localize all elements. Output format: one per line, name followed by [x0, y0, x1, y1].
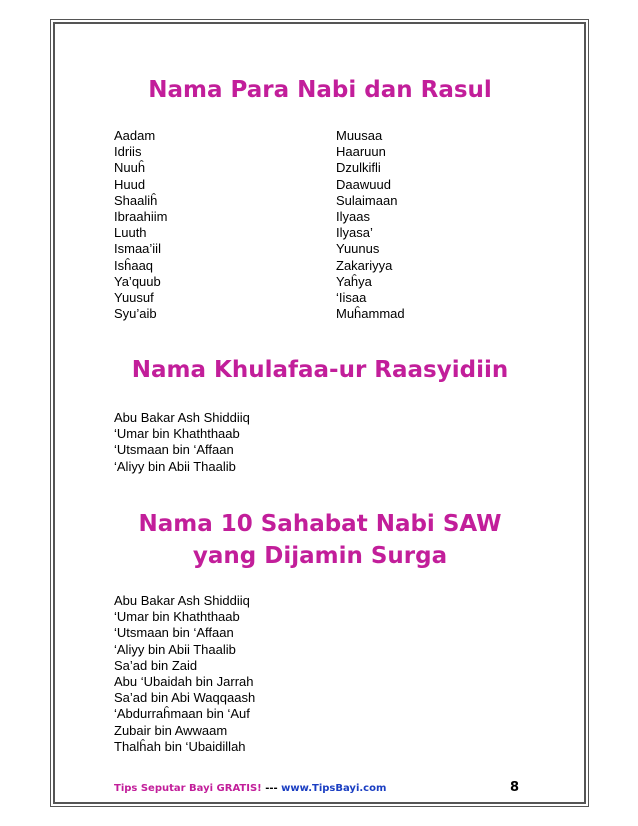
- heading-sahabat-line1: Nama 10 Sahabat Nabi SAW: [138, 511, 502, 537]
- nabi-name: Yuunus: [336, 241, 380, 257]
- khalifah-name: ‘Utsmaan bin ‘Affaan: [114, 442, 234, 458]
- footer-brand: Tips Seputar Bayi GRATIS!: [114, 783, 262, 794]
- nabi-name: Daawuud: [336, 176, 391, 192]
- nabi-name: Syu’aib: [114, 306, 157, 322]
- sahabat-list: [114, 593, 255, 755]
- nabi-name: Muusaa: [336, 128, 383, 143]
- nabi-name: Luuth: [114, 225, 147, 241]
- sahabat-name: Abu ‘Ubaidah bin Jarrah: [114, 674, 254, 690]
- nabi-name: Idriis: [114, 144, 142, 160]
- nabi-name: Huud: [114, 176, 146, 192]
- nabi-name: Isĥaaq: [114, 257, 154, 273]
- nabi-name: Zakariyya: [336, 257, 393, 273]
- nabi-name: Ismaa’iil: [114, 241, 161, 257]
- khalifah-name: ‘Aliyy bin Abii Thaalib: [114, 458, 236, 474]
- heading-nabi-rasul: Nama Para Nabi dan Rasul: [148, 77, 492, 103]
- sahabat-name: Sa’ad bin Abi Waqqaash: [114, 690, 256, 706]
- nabi-list-right: [336, 128, 405, 322]
- nabi-name: Ilyasa’: [336, 225, 373, 241]
- heading-sahabat-line2: yang Dijamin Surga: [192, 543, 448, 569]
- nabi-name: Yaĥya: [336, 273, 372, 289]
- sahabat-name: ‘Aliyy bin Abii Thaalib: [114, 641, 236, 657]
- nabi-name: Muĥammad: [336, 306, 405, 322]
- heading-sahabat: [100, 508, 540, 572]
- khalifah-name: ‘Umar bin Khaththaab: [114, 426, 240, 442]
- nabi-name: Haaruun: [336, 144, 386, 160]
- page-number: 8: [510, 780, 520, 795]
- nabi-name: Ya’quub: [114, 273, 161, 289]
- sahabat-name: ‘Umar bin Khaththaab: [114, 609, 240, 625]
- khulafa-list: [114, 410, 250, 475]
- nabi-name: Nuuĥ: [114, 160, 146, 176]
- heading-khulafa: Nama Khulafaa-ur Raasyidiin: [131, 357, 509, 383]
- nabi-name: Ibraahiim: [114, 209, 168, 225]
- sahabat-name: Sa’ad bin Zaid: [114, 657, 198, 673]
- nabi-name: Yuusuf: [114, 290, 154, 306]
- nabi-name: ‘Iisaa: [336, 290, 367, 306]
- khalifah-name: Abu Bakar Ash Shiddiiq: [114, 410, 250, 425]
- nabi-name: Aadam: [114, 128, 156, 143]
- footer-separator: ---: [261, 783, 282, 794]
- nabi-name: Sulaimaan: [336, 192, 398, 208]
- sahabat-name: ‘Abdurraĥmaan bin ‘Auf: [114, 706, 250, 722]
- nabi-list-left: [114, 128, 167, 322]
- nabi-name: Dzulkifli: [336, 160, 381, 176]
- sahabat-name: Abu Bakar Ash Shiddiiq: [114, 593, 250, 608]
- nabi-name: Shaaliĥ: [114, 192, 158, 208]
- nabi-name: Ilyaas: [336, 209, 370, 225]
- footer-url-link[interactable]: www.TipsBayi.com: [281, 783, 387, 794]
- sahabat-name: Thalĥah bin ‘Ubaidillah: [114, 738, 246, 754]
- footer: [114, 783, 386, 794]
- sahabat-name: ‘Utsmaan bin ‘Affaan: [114, 625, 234, 641]
- sahabat-name: Zubair bin Awwaam: [114, 722, 228, 738]
